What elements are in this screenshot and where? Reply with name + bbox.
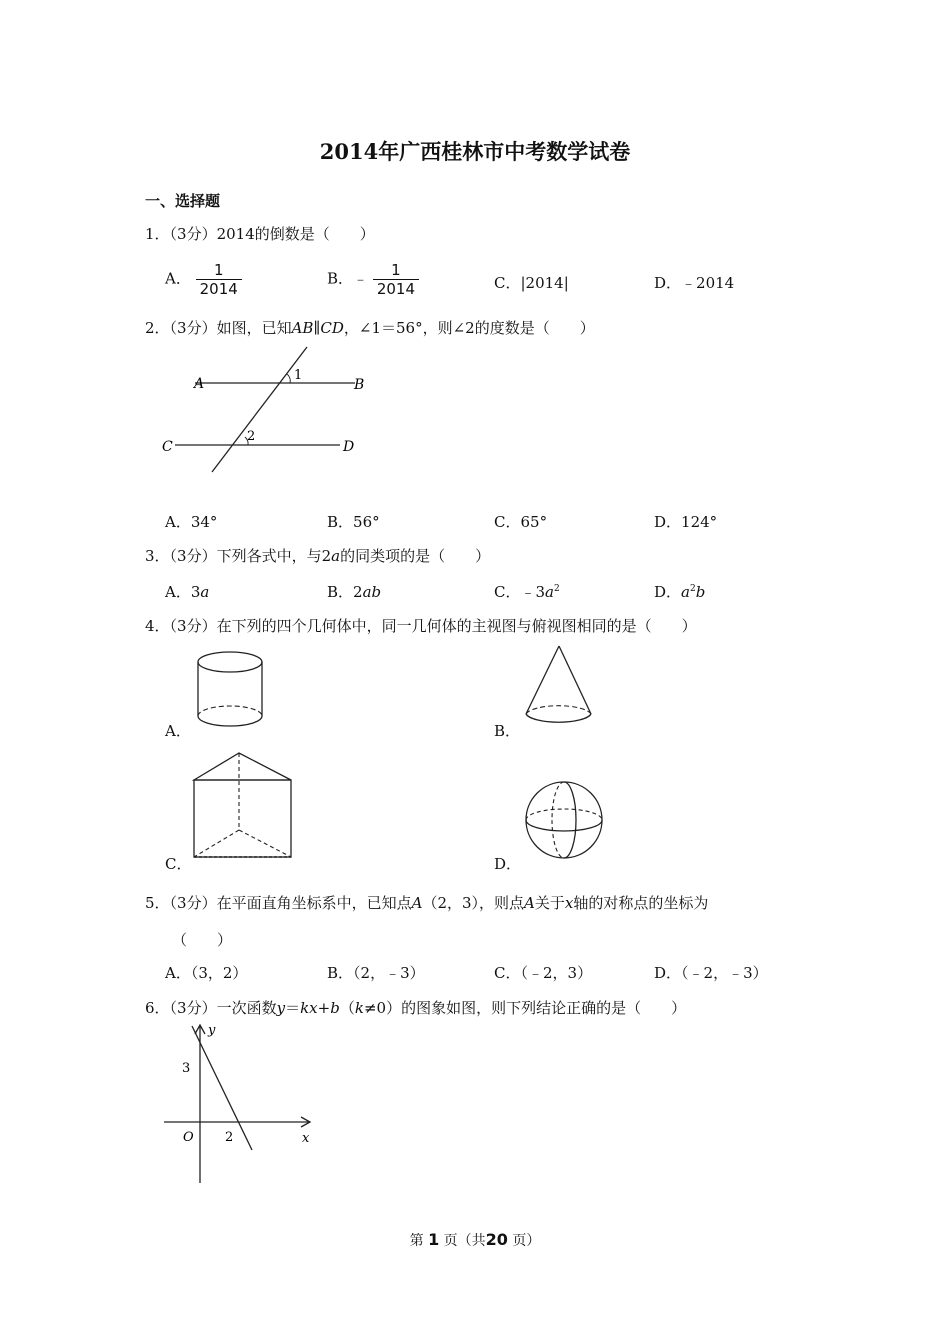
q1-option-b — [327, 261, 419, 298]
q6-stem-suffix: 的图象如图，则下列结论正确的是（ ） — [401, 999, 687, 1017]
q3-stem-suffix: 的同类项的是（ ） — [340, 547, 491, 565]
q6-stem-lparen: （ — [339, 999, 355, 1017]
prism-hidden-edge-left — [194, 830, 239, 857]
q1-option-d: D．﹣2014 — [654, 274, 735, 292]
prism-front-face — [194, 780, 291, 857]
q3-option-d-var1: a — [681, 583, 690, 601]
q4-option-c: C． — [165, 855, 192, 873]
q4-option-b: B． — [494, 722, 521, 740]
sphere-meridian-front — [564, 782, 576, 858]
label-c: C — [162, 439, 173, 455]
q1-option-a-label: A． — [165, 269, 191, 288]
q6-stem-neq: ≠0） — [363, 999, 402, 1017]
q6-stem-eq: ＝ — [285, 999, 301, 1017]
question-2-stem — [145, 317, 595, 338]
prism-hidden-edge-right — [239, 830, 291, 857]
sphere-equator-front — [526, 820, 602, 831]
q4-sphere-figure — [522, 778, 606, 862]
q2-stem-parallel: ∥ — [313, 319, 321, 337]
q1-option-a-numerator: 1 — [213, 261, 224, 279]
q5-stem-point-a2: A — [524, 894, 535, 912]
question-3-stem — [145, 545, 490, 566]
label-angle-2: 2 — [247, 429, 256, 444]
q6-linear-function-graph — [158, 1020, 323, 1188]
page-title: 2014年广西桂林市中考数学试卷 — [319, 139, 631, 164]
q3-option-b-var: ab — [362, 583, 382, 601]
cone-left-edge — [526, 646, 559, 714]
q6-stem-plus: + — [317, 999, 331, 1017]
section-heading: 一、选择题 — [145, 192, 221, 210]
q2-parallel-lines-figure — [150, 345, 380, 480]
transversal-line — [212, 347, 307, 472]
q3-option-c — [494, 581, 560, 602]
q3-option-c-var: a — [545, 583, 554, 601]
label-a: A — [194, 376, 205, 392]
sphere-meridian-back — [552, 782, 564, 858]
q1-option-b-label: B．﹣ — [327, 269, 369, 288]
q3-option-b — [327, 581, 381, 602]
question-1-stem: 1．（3分）2014的倒数是（ ） — [145, 225, 375, 243]
q5-stem-mid: （2，3），则点 — [422, 894, 525, 912]
q2-option-b: B．56° — [327, 513, 380, 531]
q5-stem-mid2: 关于 — [534, 894, 565, 912]
prism-top-face — [194, 753, 291, 780]
angle-1-arc — [287, 374, 290, 383]
cone-base-back — [526, 706, 591, 714]
q3-option-d-exponent: 2 — [689, 584, 696, 594]
question-5-stem — [145, 892, 708, 913]
q3-option-d-label: D． — [654, 583, 682, 601]
q1-option-a-fraction — [196, 261, 242, 298]
q3-option-c-exponent: 2 — [553, 584, 560, 594]
q5-option-c: C．（﹣2，3） — [494, 964, 593, 982]
cylinder-bottom-front — [198, 716, 262, 726]
footer-total-pages: 20 — [485, 1230, 508, 1249]
q3-option-d — [654, 581, 705, 602]
q4-option-d: D． — [494, 855, 522, 873]
x-axis-label: x — [302, 1131, 310, 1146]
q5-stem-point-a: A — [411, 894, 423, 912]
q5-stem-x: x — [564, 894, 574, 912]
q6-stem-kx: kx — [300, 999, 318, 1017]
function-line — [192, 1026, 252, 1150]
q3-stem-var: a — [331, 547, 341, 565]
y-axis-label: y — [208, 1023, 216, 1038]
q3-option-a — [165, 581, 209, 602]
footer-middle: 页（共 — [443, 1233, 486, 1249]
cylinder-top — [198, 652, 262, 672]
q1-option-b-fraction — [373, 261, 419, 298]
q3-option-d-var2: b — [695, 583, 706, 601]
q6-stem-k: k — [354, 999, 364, 1017]
q2-stem-prefix: 2．（3分）如图，已知 — [145, 319, 292, 337]
q3-option-a-var: a — [200, 583, 210, 601]
q5-stem-paren: （ ） — [172, 931, 233, 949]
q1-option-a — [165, 261, 242, 298]
y-intercept-label: 3 — [182, 1061, 191, 1076]
footer-suffix: 页） — [512, 1233, 541, 1249]
q4-cylinder-figure — [190, 648, 270, 730]
q1-option-a-denominator: 2014 — [196, 279, 242, 298]
q5-option-b: B．（2，﹣3） — [327, 964, 425, 982]
q2-stem-ab: AB — [291, 319, 314, 337]
q3-option-a-label: A．3 — [165, 583, 201, 601]
q2-option-a: A．34° — [165, 513, 218, 531]
q1-option-b-denominator: 2014 — [373, 279, 419, 298]
q4-cone-figure — [520, 643, 600, 733]
sphere-equator-back — [526, 809, 602, 820]
q3-stem-prefix: 3．（3分）下列各式中，与2 — [145, 547, 332, 565]
q5-stem-prefix: 5．（3分）在平面直角坐标系中，已知点 — [145, 894, 412, 912]
q2-option-c: C．65° — [494, 513, 548, 531]
q5-option-a: A．（3，2） — [165, 964, 248, 982]
cylinder-bottom-back — [198, 706, 262, 716]
footer-page-number: 1 — [428, 1230, 440, 1249]
q1-option-c: C．|2014| — [494, 274, 569, 292]
question-4-stem: 4．（3分）在下列的四个几何体中，同一几何体的主视图与俯视图相同的是（ ） — [145, 617, 697, 635]
q2-stem-cd: CD — [320, 319, 344, 337]
origin-label: O — [183, 1130, 194, 1145]
label-d: D — [343, 439, 355, 455]
question-6-stem — [145, 997, 686, 1018]
label-angle-1: 1 — [294, 368, 303, 383]
cone-right-edge — [559, 646, 591, 714]
q4-prism-figure — [188, 750, 298, 862]
q6-stem-y: y — [276, 999, 286, 1017]
sphere-outline — [526, 782, 602, 858]
q6-stem-prefix: 6．（3分）一次函数 — [145, 999, 277, 1017]
q2-option-d: D．124° — [654, 513, 718, 531]
q5-option-d: D．（﹣2，﹣3） — [654, 964, 768, 982]
q3-option-c-label: C．﹣3 — [494, 583, 546, 601]
x-intercept-label: 2 — [225, 1130, 234, 1145]
q3-option-b-label: B．2 — [327, 583, 363, 601]
q2-stem-rest: ，∠1＝56°，则∠2的度数是（ ） — [343, 319, 595, 337]
q5-stem-suffix: 轴的对称点的坐标为 — [573, 894, 709, 912]
cone-base-front — [526, 714, 591, 722]
label-b: B — [354, 377, 365, 393]
footer-prefix: 第 — [409, 1233, 424, 1249]
q1-option-b-numerator: 1 — [391, 261, 401, 279]
page-footer — [0, 1230, 950, 1250]
q4-option-a: A． — [165, 722, 191, 740]
q6-stem-b: b — [330, 999, 340, 1017]
